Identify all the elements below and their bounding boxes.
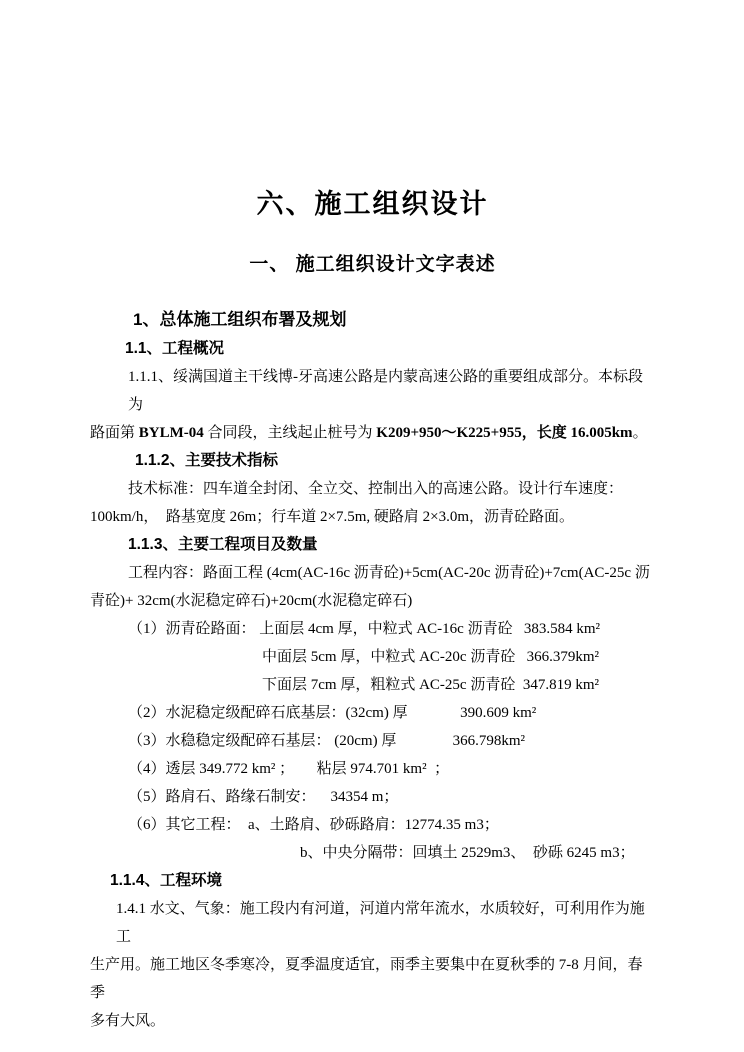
doc-line: [90, 839, 655, 867]
text-run: 100km/h， 路基宽度 26m；行车道 2×7.5m, 硬路肩 2×3.0m，沥青砼路面。: [90, 509, 575, 525]
doc-line: [90, 727, 655, 755]
text-run: 下面层 7cm 厚，粗粒式 AC-25c 沥青砼 347.819 km²: [262, 677, 599, 693]
text-run: 1.1.4、工程环境: [110, 872, 222, 889]
doc-line: [90, 419, 655, 447]
doc-heading: [90, 867, 655, 895]
text-run: 中面层 5cm 厚，中粒式 AC-20c 沥青砼 366.379km²: [262, 649, 599, 665]
text-run: 1.1.2、主要技术指标: [135, 452, 278, 469]
doc-line: [90, 671, 655, 699]
doc-heading: [90, 335, 655, 363]
text-run: 多有大风。: [90, 1013, 166, 1029]
text-run: 1、总体施工组织布署及规划: [133, 310, 347, 329]
doc-line: [90, 503, 655, 531]
doc-heading: [90, 304, 655, 335]
doc-heading: [90, 447, 655, 475]
doc-line: [90, 1007, 655, 1035]
text-run: 技术标准：四车道全封闭、全立交、控制出入的高速公路。设计行车速度：: [128, 481, 624, 497]
document-title: 六、施工组织设计: [256, 189, 489, 219]
text-run: （1）沥青砼路面： 上面层 4cm 厚，中粒式 AC-16c 沥青砼 383.584 km²: [128, 621, 600, 637]
doc-line: [90, 895, 655, 951]
doc-line: [90, 559, 655, 587]
text-run: BYLM-04: [138, 425, 204, 441]
text-run: 。: [632, 425, 648, 441]
doc-line: [90, 363, 655, 419]
doc-line: [90, 587, 655, 615]
doc-line: [90, 699, 655, 727]
text-run: 1.1、工程概况: [125, 340, 225, 357]
text-run: 1.1.3、主要工程项目及数量: [128, 536, 318, 553]
doc-line: [90, 643, 655, 671]
doc-heading: [90, 531, 655, 559]
document-subtitle: 一、 施工组织设计文字表述: [249, 254, 496, 275]
doc-line: [90, 755, 655, 783]
text-run: 1.4.1 水文、气象：施工段内有河道，河道内常年流水，水质较好，可利用作为施工: [116, 901, 645, 945]
text-run: （3）水稳稳定级配碎石基层： (20cm) 厚 366.798km²: [128, 733, 525, 749]
text-run: （4）透层 349.772 km² ； 粘层 974.701 km² ；: [128, 761, 450, 777]
text-run: b、中央分隔带：回填土 2529m3、 砂砾 6245 m3；: [300, 845, 635, 861]
text-run: （5）路肩石、路缘石制安： 34354 m；: [128, 789, 399, 805]
document-body: [90, 304, 655, 1035]
text-run: K209+950～K225+955，长度 16.005km: [376, 425, 633, 441]
doc-line: [90, 783, 655, 811]
text-run: （2）水泥稳定级配碎石底基层：(32cm) 厚 390.609 km²: [128, 705, 537, 721]
text-run: 合同段，主线起止桩号为: [203, 425, 377, 441]
text-run: 路面第: [90, 425, 139, 441]
doc-line: [90, 475, 655, 503]
doc-line: [90, 615, 655, 643]
text-run: 工程内容：路面工程 (4cm(AC-16c 沥青砼)+5cm(AC-20c 沥青砼)+7cm(AC-25c 沥: [128, 565, 650, 581]
doc-line: [90, 951, 655, 1007]
doc-line: [90, 811, 655, 839]
text-run: （6）其它工程： a、土路肩、砂砾路肩：12774.35 m3；: [128, 817, 499, 833]
text-run: 1.1.1、绥满国道主干线博-牙高速公路是内蒙高速公路的重要组成部分。本标段为: [128, 369, 643, 413]
text-run: 青砼)+ 32cm(水泥稳定碎石)+20cm(水泥稳定碎石): [90, 593, 413, 609]
text-run: 生产用。施工地区冬季寒冷，夏季温度适宜，雨季主要集中在夏秋季的 7-8 月间，春季: [90, 957, 643, 1001]
